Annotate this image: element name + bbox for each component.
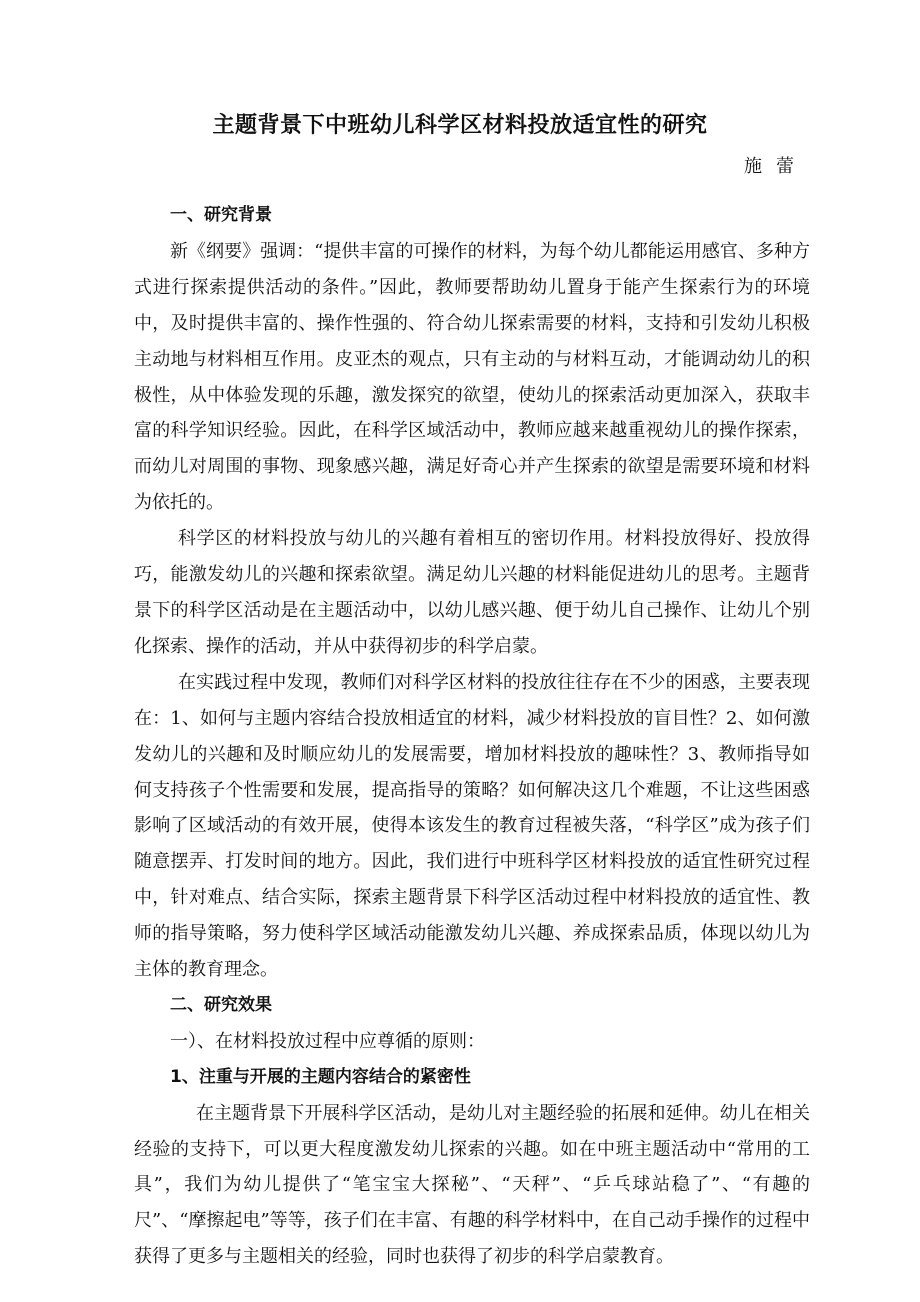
author-name: 施蕾	[744, 156, 808, 177]
paragraph-4: 在主题背景下开展科学区活动，是幼儿对主题经验的拓展和延伸。幼儿在相关经验的支持下，可以更大程度激发幼儿探索的兴趣。如在中班主题活动中“常用的工具”，我们为幼儿提供了“笔宝宝大探秘”、“天秤”、“乒乓球站稳了”、“有趣的尺”、“摩擦起电”等等，孩子们在丰富、有趣的科学材料中，在自己动手操作的过程中获得了更多与主题相关的经验，同时也获得了初步的科学启蒙教育。	[134, 1102, 810, 1268]
paragraph-3: 在实践过程中发现，教师们对科学区材料的投放往往存在不少的困惑，主要表现在：1、如何与主题内容结合投放相适宜的材料，减少材料投放的盲目性？2、如何激发幼儿的兴趣和及时顺应幼儿的发展需要，增加材料投放的趣味性？3、教师指导如何支持孩子个性需要和发展，提高指导的策略？如何解决这几个难题，不让这些困惑影响了区域活动的有效开展，使得本该发生的教育过程被失落，“科学区”成为孩子们随意摆弄、打发时间的地方。因此，我们进行中班科学区材料投放的适宜性研究过程中，针对难点、结合实际，探索主题背景下科学区活动过程中材料投放的适宜性、教师的指导策略，努力使科学区域活动能激发幼儿兴趣、养成探索品质，体现以幼儿为主体的教育理念。	[134, 671, 810, 981]
paragraph-1: 新《纲要》强调：“提供丰富的可操作的材料，为每个幼儿都能运用感官、多种方式进行探索提供活动的条件。”因此，教师要帮助幼儿置身于能产生探索行为的环境中，及时提供丰富的、操作性强的、符合幼儿探索需要的材料，支持和引发幼儿积极主动地与材料相互作用。皮亚杰的观点，只有主动的与材料互动，才能调动幼儿的积极性，从中体验发现的乐趣，激发探究的欲望，使幼儿的探索活动更加深入，获取丰富的科学知识经验。因此，在科学区域活动中，教师应越来越重视幼儿的操作探索，而幼儿对周围的事物、现象感兴趣，满足好奇心并产生探索的欲望是需要环境和材料为依托的。	[134, 240, 810, 514]
document-title: 主题背景下中班幼儿科学区材料投放适宜性的研究	[212, 113, 708, 138]
subsection-principles: 一）、在材料投放过程中应尊循的原则：	[170, 1030, 485, 1052]
document-body	[134, 198, 810, 1275]
paragraph-2: 科学区的材料投放与幼儿的兴趣有着相互的密切作用。材料投放得好、投放得巧，能激发幼儿的兴趣和探索欲望。满足幼儿兴趣的材料能促进幼儿的思考。主题背景下的科学区活动是在主题活动中，以幼儿感兴趣、便于幼儿自己操作、让幼儿个别化探索、操作的活动，并从中获得初步的科学启蒙。	[134, 528, 810, 657]
section-heading-background: 一、研究背景	[170, 205, 272, 225]
section-heading-results: 二、研究效果	[170, 994, 272, 1015]
point-heading-1: 1、注重与开展的主题内容结合的紧密性	[170, 1066, 471, 1087]
